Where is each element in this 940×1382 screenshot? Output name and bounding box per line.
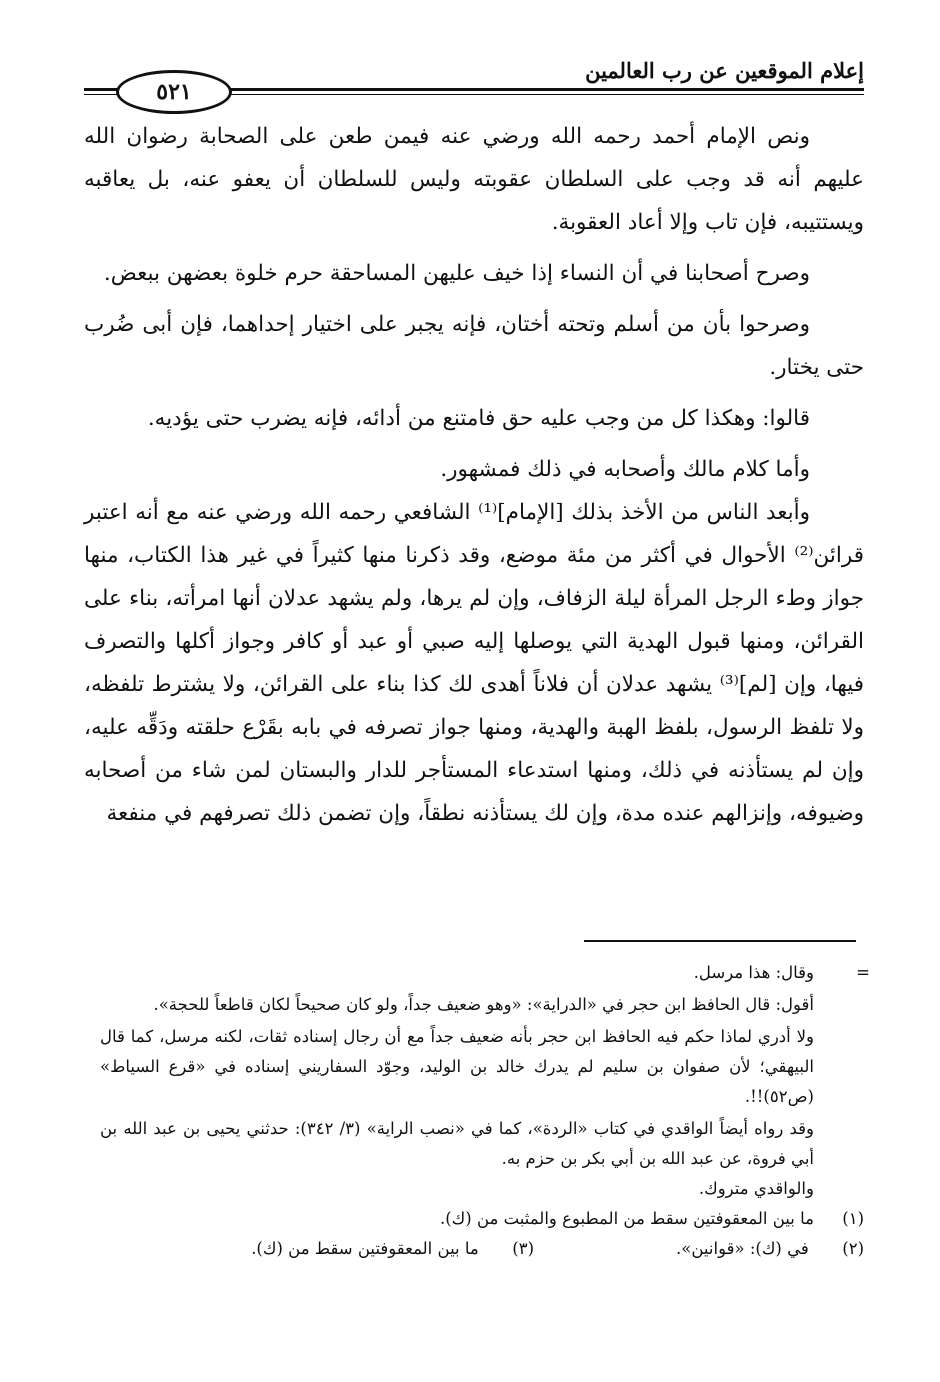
paragraph: وصرحوا بأن من أسلم وتحته أختان، فإنه يجبر على اختيار إحداهما، فإن أبى ضُرب حتى يختار.	[84, 312, 864, 380]
footnote-continuation	[100, 958, 870, 1204]
footnote-number: (٢)	[842, 1239, 864, 1258]
footnote-separator	[584, 940, 856, 942]
paragraph: وأبعد الناس من الأخذ بذلك [الإمام]⁽¹⁾ الشافعي رحمه الله ورضي عنه مع أنه اعتبر قرائن⁽²⁾ الأحوال في أكثر من مئة موضع، وقد ذكرنا منها كثيراً في غير هذا الكتاب، منها جواز وطء الرجل المرأة ليلة الزفاف، وإن لم يرها، ولم يشهد عدلان أنها امرأته، بناء على القرائن، ومنها قبول الهدية التي يوصلها إليه صبي أو عبد أو كافر وجواز أكلها والتصرف فيها، وإن [لم]⁽³⁾ يشهد عدلان أن فلاناً أهدى لك كذا بناء على القرائن، ولا يشترط تلفظه، ولا تلفظ الرسول، بلفظ الهبة والهدية، ومنها جواز تصرفه في بابه بقَرْع حلقته ودَقِّه عليه، وإن لم يستأذنه في ذلك، ومنها استدعاء المستأجر للدار والبستان لمن شاء من أصحابه وضيوفه، وإنزالهم عنده مدة، وإن لك يستأذنه نطقاً، وإن تضمن ذلك تصرفهم في منفعة	[84, 500, 864, 826]
footnote-paragraph: والواقدي متروك.	[698, 1179, 814, 1198]
footnote-paragraph: أقول: قال الحافظ ابن حجر في «الدراية»: «وهو ضعيف جداً، ولو كان صحيحاً لكان قاطعاً للحجة».	[153, 995, 814, 1014]
footnote-paragraph: ولا أدري لماذا حكم فيه الحافظ ابن حجر بأنه ضعيف جداً مع أن رجال إسناده ثقات، لكنه مرسل، كما قال البيهقي؛ لأن صفوان بن سليم لم يدرك خالد بن الوليد، وجوّد السفاريني إسناده في «قرع السياط» (ص٥٢)!!.	[100, 1027, 814, 1106]
footnote-2	[534, 1234, 864, 1264]
footnote-1	[100, 1204, 864, 1234]
main-text	[84, 115, 864, 835]
footnote-paragraph: وقد رواه أيضاً الواقدي في كتاب «الردة»، كما في «نصب الراية» (٣/ ٣٤٢): حدثني يحيى بن عبد الله بن أبي فروة، عن عبد الله بن أبي بكر بن حزم به.	[100, 1119, 814, 1168]
footnote-continuation-body	[100, 958, 864, 1204]
footnote-number: (١)	[842, 1209, 864, 1228]
footnote-text: ما بين المعقوفتين سقط من (ك).	[251, 1239, 479, 1258]
footnote-row	[100, 1234, 864, 1264]
footnote-3	[251, 1234, 534, 1264]
footnote-text: ما بين المعقوفتين سقط من المطبوع والمثبت من (ك).	[439, 1209, 814, 1228]
paragraph: ونص الإمام أحمد رحمه الله ورضي عنه فيمن طعن على الصحابة رضوان الله عليهم أنه قد وجب على السلطان عقوبته وليس للسلطان أن يعفو عنه، بل يعاقبه ويستتيبه، فإن تاب وإلا أعاد العقوبة.	[84, 124, 864, 235]
paragraph: قالوا: وهكذا كل من وجب عليه حق فامتنع من أدائه، فإنه يضرب حتى يؤديه.	[147, 406, 810, 431]
page-header	[84, 52, 864, 104]
continuation-mark: =	[856, 963, 870, 982]
paragraph: وصرح أصحابنا في أن النساء إذا خيف عليهن المساحقة حرم خلوة بعضهن ببعض.	[103, 261, 810, 286]
running-title: إعلام الموقعين عن رب العالمين	[585, 58, 864, 83]
paragraph: وأما كلام مالك وأصحابه في ذلك فمشهور.	[440, 457, 810, 482]
footnotes	[100, 958, 870, 1264]
footnote-paragraph: وقال: هذا مرسل.	[693, 963, 814, 982]
page-number: ٥٢١	[116, 70, 232, 114]
footnote-text: في (ك): «قوانين».	[676, 1239, 809, 1258]
footnote-number: (٣)	[512, 1239, 534, 1258]
